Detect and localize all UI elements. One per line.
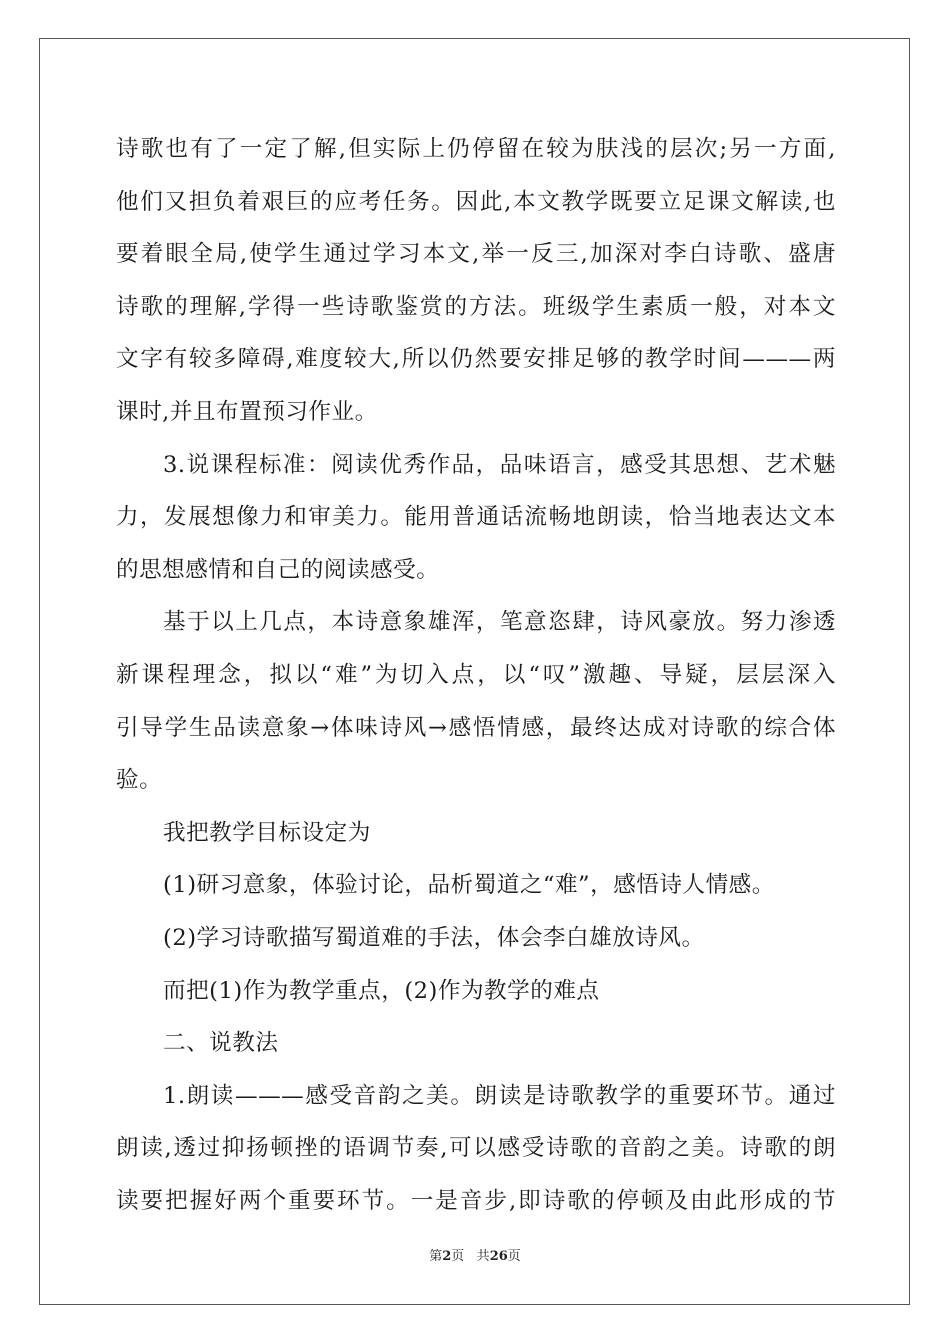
text-line: 朗读,透过抑扬顿挫的语调节奏,可以感受诗歌的音韵之美。诗歌的朗 <box>116 1135 836 1162</box>
text-line: 我把教学目标设定为 <box>163 819 371 846</box>
text-line: 力，发展想像力和审美力。能用普通话流畅地朗读，恰当地表达文本 <box>116 504 836 531</box>
text-line: 诗歌的理解,学得一些诗歌鉴赏的方法。班级学生素质一般，对本文 <box>116 293 836 320</box>
total-prefix: 共 <box>476 1249 490 1264</box>
text-line: 诗歌也有了一定了解,但实际上仍停留在较为肤浅的层次;另一方面, <box>116 136 836 162</box>
page-footer <box>0 1245 950 1264</box>
text-line: 而把(1)作为教学重点，(2)作为教学的难点 <box>163 977 600 1004</box>
text-line: 他们又担负着艰巨的应考任务。因此,本文教学既要立足课文解读,也 <box>116 188 836 215</box>
text-line: 的思想感情和自己的阅读感受。 <box>116 556 440 583</box>
page-number: 2 <box>442 1249 452 1264</box>
text-line: 课时,并且布置预习作业。 <box>116 398 378 425</box>
document-body <box>116 123 836 1227</box>
text-line: 3.说课程标准：阅读优秀作品，品味语言，感受其思想、艺术魅 <box>163 451 836 478</box>
text-line: 1.朗读———感受音韵之美。朗读是诗歌教学的重要环节。通过 <box>163 1082 836 1109</box>
text-line: (1)研习意象，体验讨论，品析蜀道之“难”，感悟诗人情感。 <box>163 872 775 899</box>
total-pages: 26 <box>489 1249 508 1264</box>
text-line: 基于以上几点，本诗意象雄浑，笔意恣肆，诗风豪放。努力渗透 <box>163 609 836 636</box>
text-line: 验。 <box>116 767 163 794</box>
text-line: 引导学生品读意象→体味诗风→感悟情感，最终达成对诗歌的综合体 <box>116 714 836 741</box>
text-line: (2)学习诗歌描写蜀道难的手法，体会李白雄放诗风。 <box>163 924 705 951</box>
page-suffix: 页 <box>451 1249 465 1264</box>
total-suffix: 页 <box>507 1249 521 1264</box>
text-line: 读要把握好两个重要环节。一是音步,即诗歌的停顿及由此形成的节 <box>116 1187 836 1214</box>
text-line: 二、说教法 <box>163 1030 279 1057</box>
text-line: 文字有较多障碍,难度较大,所以仍然要安排足够的教学时间———两 <box>116 346 836 373</box>
text-line: 新课程理念，拟以“难”为切入点，以“叹”激趣、导疑，层层深入 <box>116 661 836 688</box>
text-line: 要着眼全局,使学生通过学习本文,举一反三,加深对李白诗歌、盛唐 <box>116 241 836 268</box>
page-prefix: 第 <box>429 1249 443 1264</box>
